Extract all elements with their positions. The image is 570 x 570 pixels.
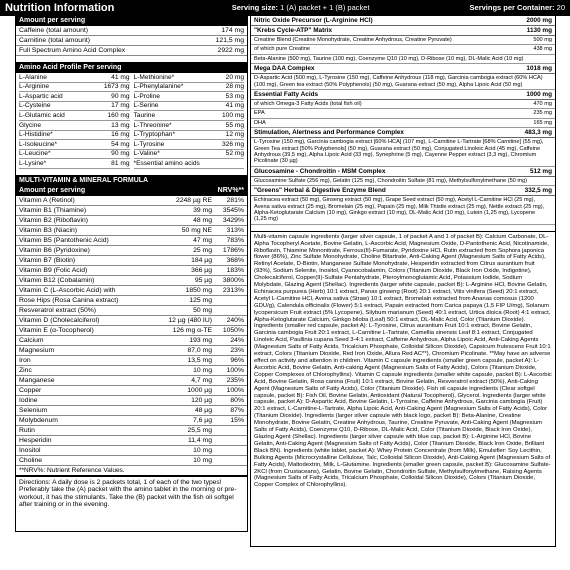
- amino-note: *Essential amino acids: [133, 160, 200, 168]
- label-title: Nutrition Information: [5, 1, 115, 14]
- amino-table: [16, 73, 247, 169]
- top-row: [16, 46, 247, 56]
- blend-detail-text: D-Aspartic Acid (500 mg), L-Tyrosine (150 mg), Caffeine Anhydrous (118 mg), Garcinia cambogia extract (60% HCA) (100 mg), Green tea extract (50% Polyphenols) (50 mg), Guarana extract (50 mg), Alpha Lipoic Acid (50 mg): [254, 75, 543, 88]
- amino-row: [19, 73, 130, 83]
- blend-detail-text: Beta-Alanine (500 mg), Taurine (100 mg), Coenzyme Q10 (10 mg), D-Ribose (10 mg), DL-Malic Acid (10 mg): [254, 55, 524, 62]
- blend-detail-amount: 470 mg: [533, 101, 552, 108]
- vm-name: Vitamin B6 (Pyridoxine): [19, 246, 90, 254]
- vm-value: 1000 µg: [187, 386, 212, 394]
- vm-row: [16, 356, 247, 366]
- blend-detail-row: [251, 74, 555, 90]
- amino-name: L-Leucine*: [19, 150, 51, 158]
- vm-name: Vitamin C (L-Ascorbic Acid) with: [19, 286, 116, 294]
- amount-per-serving-header: [16, 16, 247, 26]
- amino-value: 54 mg: [111, 140, 130, 148]
- directions-text: Directions: A daily dose is 2 packets total, 1 of each of the two types! Preferably take the (A) packet with the amino tablet in the morning or pre-workout, it has the stimulants. Take the (B) packet with the fish oil softgel after training or in the evening.: [16, 476, 247, 532]
- amino-name: Taurine: [133, 112, 156, 120]
- top-row-value: 121,5 mg: [215, 36, 244, 44]
- blend-detail-row: [251, 138, 555, 167]
- vm-name: Copper: [19, 386, 42, 394]
- vm-nrv: 87%: [230, 406, 244, 414]
- amino-name: L-Tryptophan*: [133, 131, 176, 139]
- vm-row: [16, 336, 247, 346]
- vm-row: [16, 306, 247, 316]
- blend-amount: 1000 mg: [526, 91, 552, 99]
- vm-nrv: 313%: [226, 226, 244, 234]
- amino-row: [134, 150, 245, 160]
- vm-name: Manganese: [19, 376, 55, 384]
- vm-name: Vitamin D (Cholecalciferol): [19, 316, 100, 324]
- vm-name: Zinc: [19, 366, 32, 374]
- vm-nrv-label: NRV%**: [217, 187, 244, 195]
- blend-detail-text: DHA: [254, 119, 266, 126]
- vm-nrv: 100%: [226, 386, 244, 394]
- vm-name: Vitamin B1 (Thiamine): [19, 206, 87, 214]
- amino-value: 12 mg: [225, 131, 244, 139]
- blend-title-row: [251, 186, 555, 196]
- vm-row: [16, 436, 247, 446]
- blend-detail-text: Glucosamine Sulfate (256 mg), Gelatin (125 mg), Chondroitin Sulfate (81 mg), Methylsulfonylmethane (50 mg): [254, 177, 527, 184]
- top-row: [16, 26, 247, 36]
- blend-detail-text: L-Tyrosine (150 mg), Garcinia cambogia extract [60% HCA] (107 mg), L-Carnitine L-Tartrate [68% Carnitine] (55 mg), Green Tea extract [50% Polyphenols] (50 mg), Guarana extract (50 mg), Conjugated Linoleic Acid (45 mg), Caffeine Anhydrous (39,5 mg), Alpha Lipoic Acid (33 mg), Synephrine (5 mg), Cayenne Pepper extract (3,3 mg), Chromium Picolinate (30 µg): [254, 139, 544, 165]
- vm-nrv: 235%: [226, 376, 244, 384]
- vm-name: Vitamin B7 (Biotin): [19, 256, 76, 264]
- servings-value: 20: [556, 2, 565, 12]
- amino-row: [134, 73, 245, 83]
- blend-detail-text: of which pure Creatine: [254, 46, 310, 53]
- blend-title: "Krebs Cycle-ATP" Matrix: [254, 27, 333, 35]
- amino-row: [19, 83, 130, 93]
- vm-name: Vitamin A (Retinol): [19, 196, 75, 204]
- blend-title: Nitric Oxide Precursor (L-Arginine HCl): [254, 17, 373, 24]
- blend-title-row: [251, 26, 555, 36]
- vm-name: Calcium: [19, 336, 44, 344]
- blend-title-row: [251, 16, 555, 26]
- amino-col-right: [134, 73, 245, 169]
- amino-name: L-Tyrosine: [133, 140, 165, 148]
- vm-value: 1850 mg: [185, 286, 212, 294]
- vm-row: [16, 456, 247, 466]
- amino-name: L-Alanine: [19, 73, 47, 81]
- vm-nrv: 23%: [230, 346, 244, 354]
- nrv-note: **NRV%: Nutrient Reference Values.: [16, 466, 247, 476]
- vm-nrv: 3429%: [222, 216, 244, 224]
- blend-detail-text: EPA: [254, 110, 265, 117]
- blend-title-row: [251, 167, 555, 177]
- vm-name: Vitamin B2 (Riboflavin): [19, 216, 89, 224]
- top-row-name: Carnitine (total amount): [19, 36, 91, 44]
- vm-value: 184 µg: [191, 256, 212, 264]
- vm-row: [16, 246, 247, 256]
- vm-row: [16, 226, 247, 236]
- vm-row: [16, 196, 247, 206]
- blend-detail-row: [251, 55, 555, 64]
- vm-name: Iron: [19, 356, 31, 364]
- amino-name: L-Methionine*: [133, 73, 175, 81]
- blend-amount: 1130 mg: [526, 27, 552, 35]
- vm-name: Selenium: [19, 406, 48, 414]
- vm-value: 50 mg: [193, 306, 212, 314]
- vm-value: 25,5 mg: [187, 426, 212, 434]
- multivitamin-subheader: [16, 186, 247, 196]
- amino-row: [134, 131, 245, 141]
- vm-title: MULTI-VITAMIN & MINERAL FORMULA: [19, 177, 149, 185]
- left-column: [15, 16, 248, 532]
- vm-value: 95 µg: [194, 276, 212, 284]
- vm-value: 126 mg α-TE: [172, 326, 212, 334]
- vm-value: 125 mg: [189, 296, 212, 304]
- top-row: [16, 36, 247, 46]
- amino-name: L-Serine: [133, 102, 159, 110]
- vm-value: 50 mg NE: [181, 226, 212, 234]
- amino-row: [19, 111, 130, 121]
- vm-row: [16, 296, 247, 306]
- amino-name: L-Valine*: [133, 150, 160, 158]
- amino-value: 41 mg: [111, 73, 130, 81]
- vm-name: Rose Hips (Rosa Canina extract): [19, 296, 119, 304]
- amino-col-left: [19, 73, 134, 169]
- vm-value: 48 µg: [194, 406, 212, 414]
- vm-nrv: 1786%: [222, 246, 244, 254]
- blend-detail-amount: 438 mg: [533, 46, 552, 53]
- blend-amount: 1018 mg: [526, 65, 552, 73]
- vm-nrv: 100%: [226, 366, 244, 374]
- vm-name: Iodine: [19, 396, 38, 404]
- amino-row: [19, 92, 130, 102]
- vm-row: [16, 426, 247, 436]
- vm-value: 13,5 mg: [187, 356, 212, 364]
- blend-detail-row: [251, 177, 555, 186]
- vm-name: Vitamin B3 (Niacin): [19, 226, 78, 234]
- blend-title-row: [251, 64, 555, 74]
- vm-row: [16, 366, 247, 376]
- vm-row: [16, 216, 247, 226]
- amino-name: L-Proline: [133, 92, 160, 100]
- amino-name: L-Cysteine: [19, 102, 51, 110]
- top-row-name: Caffeine (total amount): [19, 26, 89, 34]
- vm-row: [16, 406, 247, 416]
- blend-detail-row: [251, 196, 555, 225]
- vm-name: Vitamin B9 (Folic Acid): [19, 266, 88, 274]
- header-bar: [0, 0, 570, 16]
- amino-row: [134, 92, 245, 102]
- amino-profile-header: [16, 63, 247, 73]
- amino-row: [19, 140, 130, 150]
- vm-value: 12 µg (480 IU): [168, 316, 212, 324]
- blend-detail-text: Echinacea extract (50 mg), Ginseng extract (50 mg), Grape Seed extract (50 mg), Acetyl L-Carnitine HCl (25 mg), Avena sativa extract (25 mg), Bromelain (25 mg), Papain (25 mg), Milk Thistle extract (25 mg), Nettle extract (25 mg), Alpha-Ketoglutarate Calcium (10 mg), Ginkgo extract (10 mg), DL-Malic Acid (10 mg), Lutein (1,25 mg), Lycopene (1,25 mg): [254, 197, 545, 223]
- vm-nrv: 15%: [230, 416, 244, 424]
- vm-nrv: 783%: [226, 236, 244, 244]
- blend-sections: [251, 16, 555, 225]
- amino-name: L-Phenylalanine*: [133, 83, 184, 91]
- amino-value: 41 mg: [225, 102, 244, 110]
- top-row-name: Full Spectrum Amino Acid Complex: [19, 46, 126, 54]
- amino-row: [134, 140, 245, 150]
- vm-value: 48 mg: [193, 216, 212, 224]
- blend-amount: 2000 mg: [526, 17, 552, 24]
- vm-value: 39 mg: [193, 206, 212, 214]
- amino-row: [134, 121, 245, 131]
- amino-name: L-Threonine*: [133, 121, 172, 129]
- vm-row: [16, 376, 247, 386]
- amino-value: 55 mg: [225, 121, 244, 129]
- vm-nrv: 24%: [230, 336, 244, 344]
- vm-nrv: 183%: [226, 266, 244, 274]
- blend-title: Mega DAA Complex: [254, 65, 315, 73]
- vm-row: [16, 256, 247, 266]
- spacer: [16, 169, 247, 176]
- multivitamin-header: [16, 176, 247, 186]
- vm-value: 11,4 mg: [187, 436, 212, 444]
- blend-title-row: [251, 90, 555, 100]
- amino-value: 90 mg: [111, 150, 130, 158]
- vm-nrv: 2313%: [222, 286, 244, 294]
- vm-row: [16, 206, 247, 216]
- vm-value: 87,0 mg: [187, 346, 212, 354]
- ingredients-text: Multi-vitamin capsule ingredients (larger silver capsule, 1 of packet A and 1 of packet B): Calcium Carbonate, DL-Alpha Tocopheryl Acetate, Bovine Gelatin, L-Ascorbic Acid, Magnesium Oxide, D-Pantothenic Acid, Nicotinamide, Riboflavin, Thiamine Mononitrate, Ferrous(II)-Fumarate, Pyridoxine HCl, Rutin extracted from Sophora japonica flower (86%), Zinc Sulfate Monohydrate, Choline Bitartrate, Anti-Caking Agent (Magnesium Salts of Fatty Acids), Retinyl Acetate, D-Biotin, Manganese Sulfate Monohydrate, Hesperidin extracted from Citrus aurantium fruit (93%), Sodium Selenite, Inositol, Cyanocobalamin, Colors (Titanium Dioxide, Black Iron Oxide, Indigotine), Cholecalciferol, Copper(II)-Sulfate Pentahydrate, Pteroylmonoglutamic Acid, Potassium Iodide, Sodium Molybdate, Glazing Agent (Shellac). Ingredients (larger white capsule, packet B): L-Arginine HCl, Bovine Gelatin, Echinacea purpurea (Herb) 10:1 extract, Panax ginseng (Root) 20:1 extract, Vitis vinifera (Seed) 20:1 extract, Acetyl L-Carnitine HCl, Avena sativa (Straw) 10:1 extract, Bromelain extracted from Ananas comosus (1200 GDU/g), Calendula officinalis (Flower) 5:1 extract, Papain extracted from Carica papaya (1,5 FIP U/mg), Solanum lycopersicum Fruit extract (5% Lycopene), Silybum marianum (Seed) 40:1 extract, Urtica dioica (Root) 4:1 extract, Alpha-Ketoglutarate Calcium, Ginkgo biloba (Leaf) 50:1 extract, DL-Malic Acid, Color (Titanium Dioxide). Ingredients (smaller red capsule, packet A): L-Tyrosine, Citrus aurantium Fruit 10:1 extract, Bovine Gelatin, Garcinia cambogia Fruit 20:1 extract, L-Carnitine L-Tartrate, Camellia sinensis Leaf 8:1 extract, Conjugated Linoleic Acid, Paullinia cupana Seed 3-4:1 extract, Caffeine Anhydrous, Alpha Lipoic Acid, Anti-Caking Agents (Magnesium Salts of Fatty Acids, Tricalcium Phosphate, Colloidal Silicon Dioxide), Capsicum frutescens Fruit 10:1 extract, Colors (Titanium Dioxide, Red Iron Oxide, Allura Red AC**), Chromium Picolinate. **May have an adverse effect on activity and attention in children. Vitamin C capsule ingredients (smaller green capsule, packet A): L-Ascorbic Acid, Bovine Gelatin, Anti-caking Agent (Magnesium Salts of Fatty Acids), Colors (Titanium Dioxide, Copper Complexes of Chlorophyllins). Vitamin C capsule ingredients (smaller white capsule, packet B): L-Ascorbic Acid, Bovine Gelatin, Rosa canina (Fruit) 10:1 extract, Bovine Gelatin, Resveratrol extract (50%), Anti-Caking Agent (Magnesium Salts of Fatty Acids), Color (Titanium Dioxide). Fish oil capsule ingredients (Clear softgel capsule, packet B): Fish Oil, Bovine Gelatin, Antioxidant (Natural Tocopherol), Glycerol. Ingredients (larger white capsule, packet A): D-Aspartic Acid, Bovine Gelatin, L-Tyrosine, Caffeine Anhydrous, Garcinia cambogia (Fruit) 20:1 extract, L-Carnitine-L-Tartrate, Alpha Lipoic Acid, Anti-Caking Agent (Magnesium Salts of Fatty Acids), Color (Titanium Dioxide). Ingredients (larger silver capsule with black logo, packet B): Beta-Alanine, Creatine Monohydrate, Bovine Gelatin, Creatine Anhydrous, Taurine, Creatine Pyruvate, Anti-Caking Agent (Magnesium Salts of Fatty Acids), Coenzyme Q10, D-Ribose, DL-Malic Acid, Color (Titanium Dioxide, Black Iron Oxide), Glazing Agent (Shellac). Ingredients (larger silver capsule with blue cap, packet B): L-Arginine HCl, Bovine Gelatin, Anti-Caking Agent (Magnesium Salts of Fatty Acids), Color (Titanium Dioxide, Black Iron Oxide, Brilliant Black BN). Ingredients (white tablet, packet A): Whey Protein Concentrate (from Milk), Emulsifier: Soy Lecithin, Bulking Agents (Microcrystalline Cellulose, Talc, Colloidal Silicon Dioxide), Anti-Caking Agent (Magnesium Salts of Fatty Acids), Maltodextrin, Milk, L-Glutamine. Ingredients (smaller green capsule, packet B): Glucosamine Sulfate-2KCl (from Crustaceans), Gelatin, Bovine Gelatin, Chondroitin Sulfate, Methylsulfonylmethane, Raising Agents (Magnesium Salts of Fatty Acids, Tricalcium Phosphate, Colloidal Silicon Dioxide), Colors (Titanium Dioxide, Copper Complex of Chlorophyllins).: [251, 231, 555, 547]
- amino-value: 90 mg: [111, 92, 130, 100]
- vm-nrv: 80%: [230, 396, 244, 404]
- vm-name: Hesperidin: [19, 436, 52, 444]
- blend-detail-amount: 235 mg: [533, 110, 552, 117]
- vm-value: 120 µg: [191, 396, 212, 404]
- right-column: [250, 16, 556, 547]
- amino-value: 100 mg: [222, 112, 244, 120]
- amino-value: 16 mg: [111, 131, 130, 139]
- vm-row: [16, 236, 247, 246]
- vm-name: Magnesium: [19, 346, 55, 354]
- serving-size-value: 1 (A) packet + 1 (B) packet: [280, 2, 370, 12]
- vm-row: [16, 286, 247, 296]
- blend-detail-row: [251, 109, 555, 118]
- vm-row: [16, 346, 247, 356]
- amino-value: 1673 mg: [103, 83, 130, 91]
- vm-name: Resveratrol extract (50%): [19, 306, 97, 314]
- vm-name: Rutin: [19, 426, 35, 434]
- vm-value: 2248 µg RE: [175, 196, 212, 204]
- amino-name: L-Aspartic acid: [19, 92, 63, 100]
- amino-row: [134, 83, 245, 93]
- blend-detail-text: Creatine Blend (Creatine Monohydrate, Creatine Anhydrous, Creatine Pyruvate): [254, 37, 452, 44]
- vm-nrv: 96%: [230, 356, 244, 364]
- vm-nrv: 240%: [226, 316, 244, 324]
- amino-name: L-Lysine*: [19, 160, 47, 168]
- blend-amount: 483,3 mg: [524, 129, 552, 137]
- blend-detail-text: of which Omega-3 Fatty Acids (total fish oil): [254, 101, 362, 108]
- blend-title: Glucosamine - Chondroitin - MSM Complex: [254, 167, 386, 175]
- amino-name: L-Arginine: [19, 83, 50, 91]
- amino-value: 20 mg: [225, 73, 244, 81]
- vm-value: 47 mg: [193, 236, 212, 244]
- amino-row: [19, 121, 130, 131]
- vm-nrv: 368%: [226, 256, 244, 264]
- vm-row: [16, 396, 247, 406]
- vm-nrv: 281%: [226, 196, 244, 204]
- vm-name: Vitamin B5 (Pantothenic Acid): [19, 236, 109, 244]
- vm-name: Vitamin B12 (Cobalamin): [19, 276, 95, 284]
- serving-size-label: Serving size:: [231, 2, 279, 12]
- amino-value: 17 mg: [111, 102, 130, 110]
- vm-row: [16, 316, 247, 326]
- vm-nrv: 3545%: [222, 206, 244, 214]
- blend-amount: 332,5 mg: [524, 187, 552, 195]
- vm-value: 25 mg: [193, 246, 212, 254]
- blend-detail-row: [251, 119, 555, 128]
- vm-name: Inositol: [19, 446, 41, 454]
- vm-row: [16, 276, 247, 286]
- vm-value: 7,6 µg: [192, 416, 212, 424]
- spacer: [16, 56, 247, 63]
- blend-detail-row: [251, 45, 555, 54]
- amino-value: 13 mg: [111, 121, 130, 129]
- blend-detail-row: [251, 100, 555, 109]
- blend-title: Essential Fatty Acids: [254, 91, 319, 99]
- vm-row: [16, 416, 247, 426]
- blend-title-row: [251, 128, 555, 138]
- amino-row: [134, 159, 245, 169]
- amino-name: Glycine: [19, 121, 41, 129]
- amino-name: L-Histidine*: [19, 131, 53, 139]
- amino-title: Amino Acid Profile Per serving: [19, 64, 122, 72]
- blend-title: "Greens" Herbal & Digestive Enzyme Blend: [254, 187, 386, 195]
- vm-name: Vitamin E (α-Tocopherol): [19, 326, 94, 334]
- amino-row: [19, 159, 130, 169]
- vm-row: [16, 266, 247, 276]
- vm-value: 366 µg: [191, 266, 212, 274]
- vitamin-mineral-list: [16, 196, 247, 466]
- vm-row: [16, 386, 247, 396]
- amino-value: 81 mg: [111, 160, 130, 168]
- amino-name: L-Glutamic acid: [19, 112, 65, 120]
- amino-row: [19, 102, 130, 112]
- vm-amount-label: Amount per serving: [19, 187, 86, 195]
- blend-title: Stimulation, Alertness and Performance Complex: [254, 129, 404, 137]
- amino-value: 52 mg: [225, 150, 244, 158]
- servings-label: Servings per Container:: [469, 2, 555, 12]
- vm-value: 10 mg: [193, 456, 212, 464]
- vm-value: 10 mg: [193, 366, 212, 374]
- servings-per-container: [470, 4, 565, 12]
- amino-name: L-Isoleucine*: [19, 140, 58, 148]
- amino-value: 53 mg: [225, 92, 244, 100]
- top-row-value: 2922 mg: [217, 46, 244, 54]
- vm-value: 4,7 mg: [191, 376, 212, 384]
- vm-value: 193 mg: [189, 336, 212, 344]
- vm-nrv: 3800%: [222, 276, 244, 284]
- blend-detail-amount: 165 mg: [533, 119, 552, 126]
- amino-row: [134, 111, 245, 121]
- vm-name: Choline: [19, 456, 43, 464]
- amino-row: [134, 102, 245, 112]
- vm-name: Molybdenum: [19, 416, 58, 424]
- amount-label: Amount per serving: [19, 17, 86, 25]
- amino-value: 160 mg: [107, 112, 130, 120]
- amino-row: [19, 131, 130, 141]
- vm-row: [16, 446, 247, 456]
- blend-detail-row: [251, 36, 555, 45]
- blend-detail-amount: 500 mg: [533, 37, 552, 44]
- vm-row: [16, 326, 247, 336]
- top-row-value: 174 mg: [221, 26, 244, 34]
- amino-value: 326 mg: [222, 140, 244, 148]
- amino-value: 28 mg: [225, 83, 244, 91]
- serving-size: [232, 4, 370, 12]
- vm-nrv: 1050%: [222, 326, 244, 334]
- amino-row: [19, 150, 130, 160]
- vm-value: 10 mg: [193, 446, 212, 454]
- blend-amount: 512 mg: [529, 167, 552, 175]
